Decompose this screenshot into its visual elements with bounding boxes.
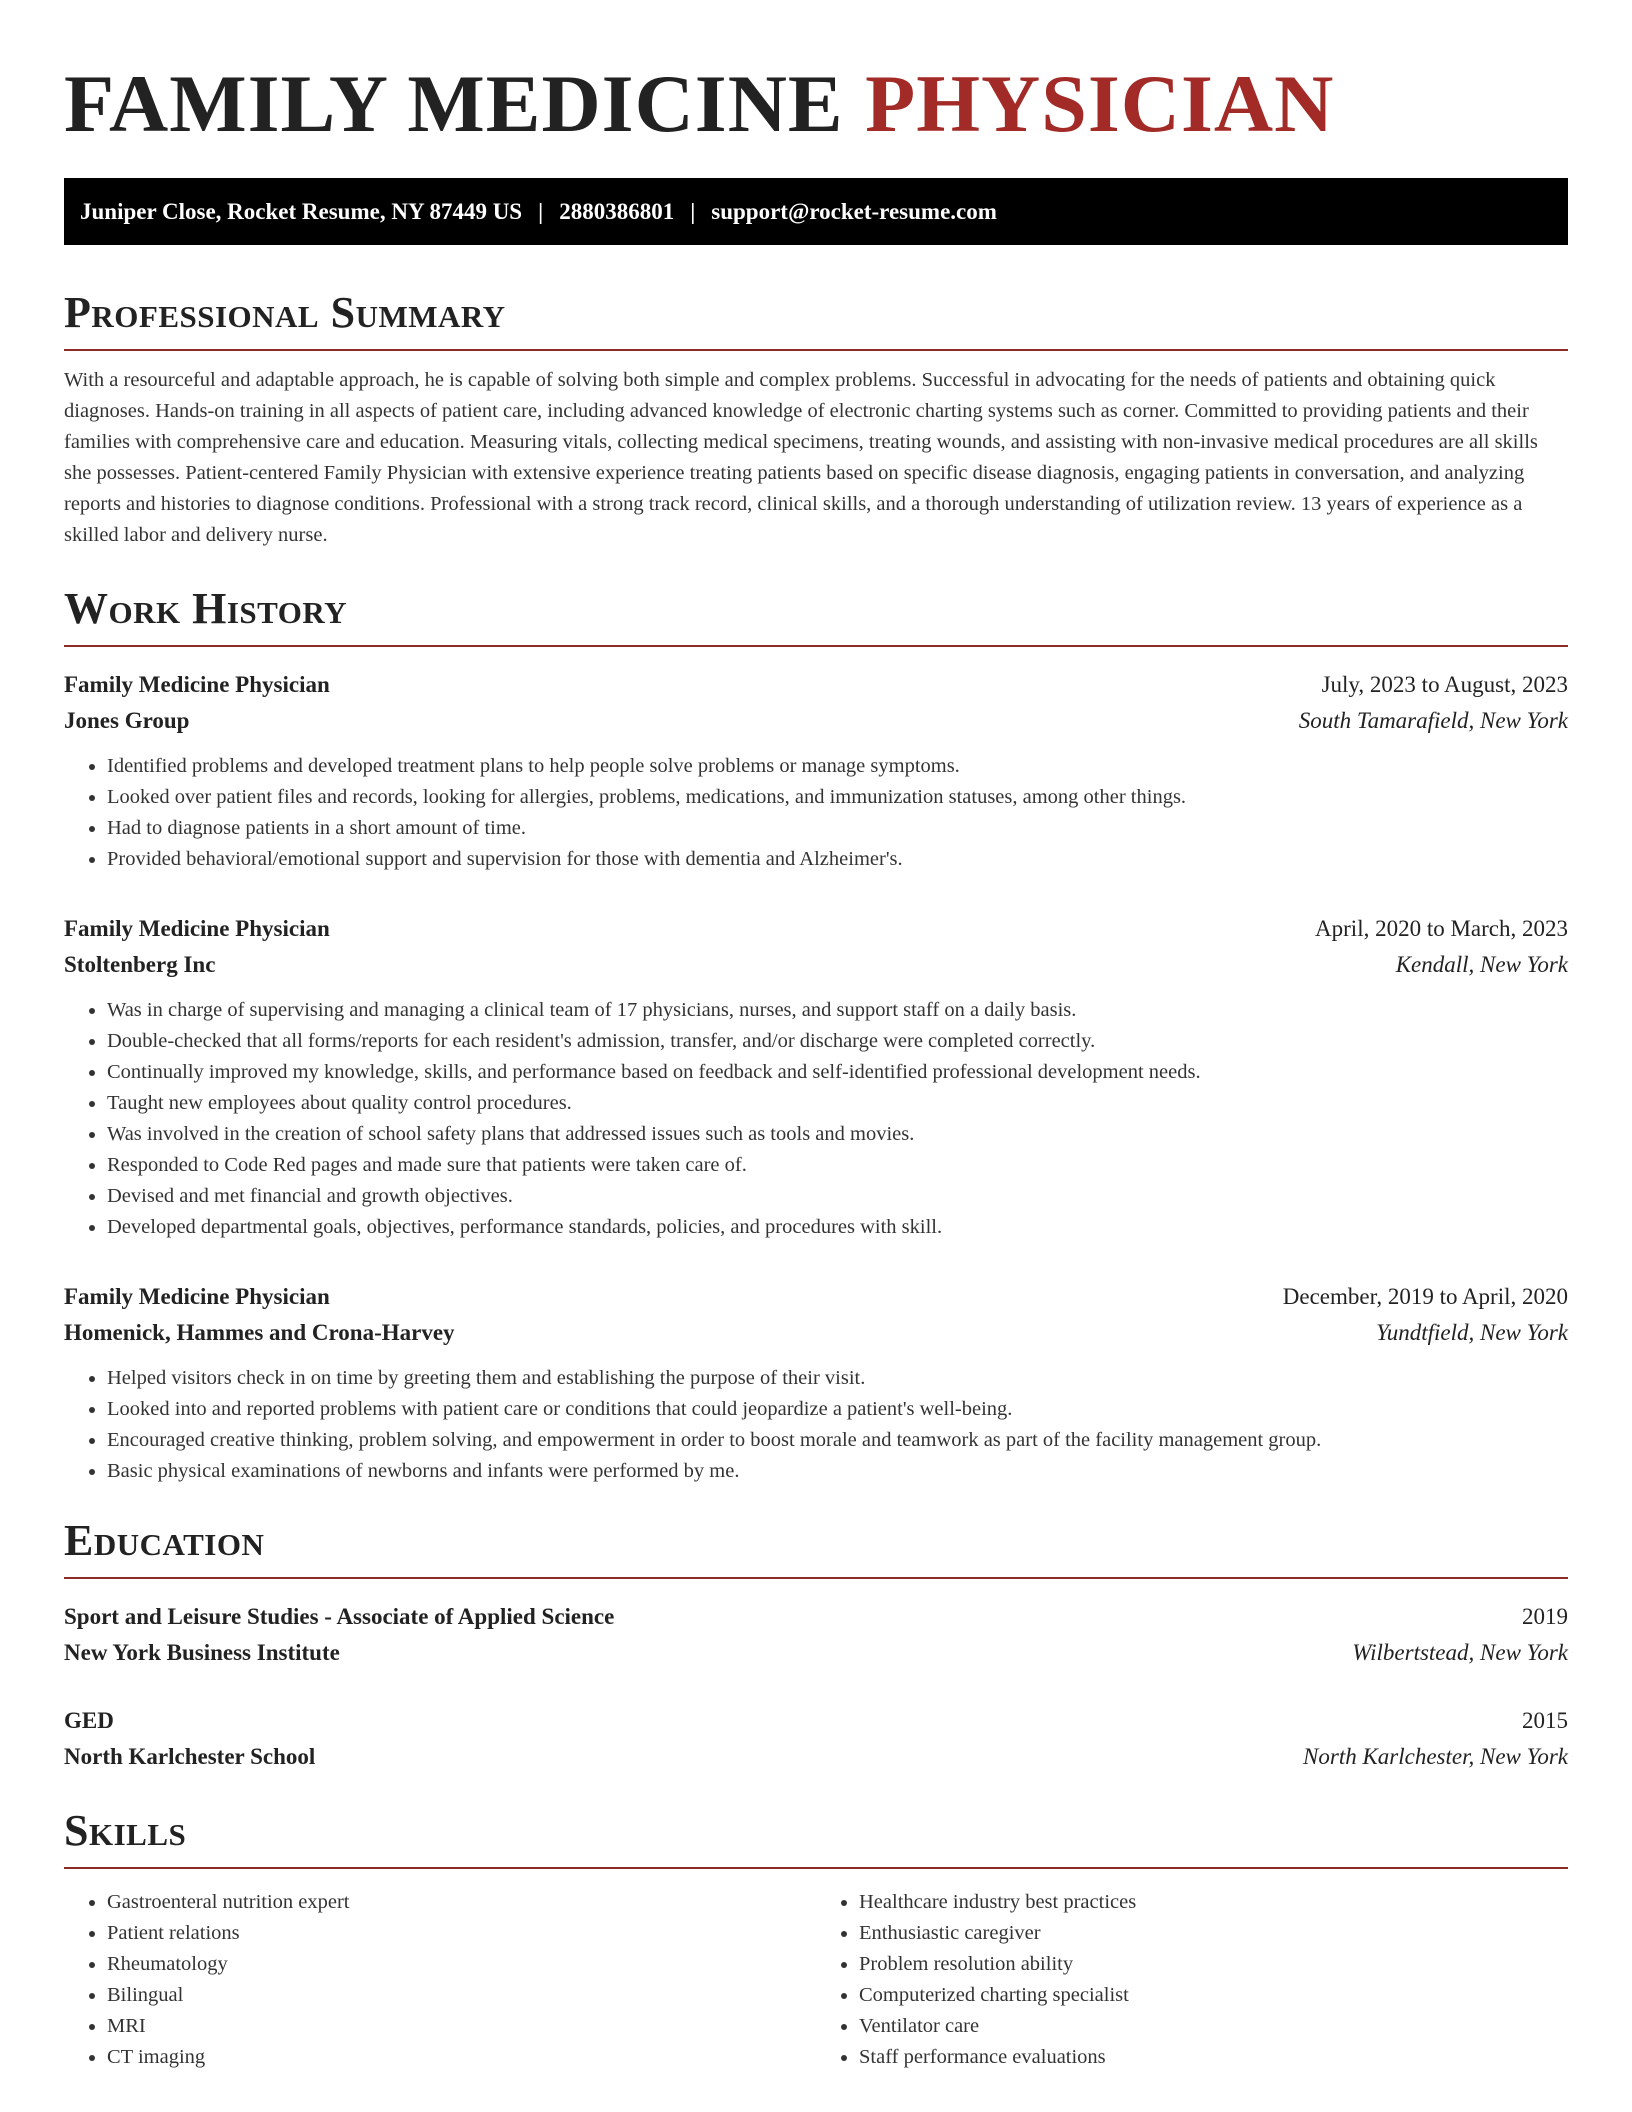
education-header-row [64, 1599, 1568, 1635]
education-school-row [64, 1635, 1568, 1671]
skill-item: • Computerized charting specialist [859, 1980, 1568, 2011]
job-title: Family Medicine Physician [64, 916, 330, 941]
job-company: Homenick, Hammes and Crona-Harvey [64, 1320, 455, 1345]
job-header-row [64, 667, 1568, 703]
skills-columns [64, 1887, 1568, 2073]
job-entry [64, 667, 1568, 875]
contact-separator: | [690, 198, 696, 224]
job-title: Family Medicine Physician [64, 672, 330, 697]
skills-list-right [816, 1887, 1568, 2073]
section-divider [64, 1867, 1568, 1869]
skill-item: • CT imaging [107, 2042, 816, 2073]
name-main: FAMILY MEDICINE [64, 58, 844, 149]
job-header-row [64, 911, 1568, 947]
skill-item: • Enthusiastic caregiver [859, 1918, 1568, 1949]
education-entry [64, 1599, 1568, 1671]
education-school: North Karlchester School [64, 1744, 316, 1769]
skill-item: • Patient relations [107, 1918, 816, 1949]
job-bullet: • Was involved in the creation of school safety plans that addressed issues such as tools and movies. [107, 1119, 1568, 1150]
contact-separator: | [538, 198, 544, 224]
summary-text: With a resourceful and adaptable approach, he is capable of solving both simple and complex problems. Successful in advocating for the needs of patients and obtaining quick diagnoses. Hands-on training in all aspects of patient care, including advanced knowledge of electronic charting systems such as corner. Committed to providing patients and their families with comprehensive care and education. Measuring vitals, collecting medical specimens, treating wounds, and assisting with non-invasive medical procedures are all skills she possesses. Patient-centered Family Physician with extensive experience treating patients based on specific disease diagnosis, engaging patients in conversation, and analyzing reports and histories to diagnose conditions. Professional with a strong track record, clinical skills, and a thorough understanding of utilization review. 13 years of experience as a skilled labor and delivery nurse. [64, 369, 1538, 546]
skill-item: • Healthcare industry best practices [859, 1887, 1568, 1918]
job-title: Family Medicine Physician [64, 1284, 330, 1309]
job-bullet: • Developed departmental goals, objectives, performance standards, policies, and procedures with skill. [107, 1212, 1568, 1243]
skill-item: • Staff performance evaluations [859, 2042, 1568, 2073]
education-header-row [64, 1703, 1568, 1739]
job-bullets [64, 995, 1568, 1243]
education-location: North Karlchester, New York [1303, 1744, 1568, 1769]
job-company: Jones Group [64, 708, 190, 733]
job-bullet: • Had to diagnose patients in a short amount of time. [107, 813, 1568, 844]
resume-name-heading [64, 56, 1568, 152]
education-year: 2015 [1522, 1708, 1568, 1733]
skill-item: • Gastroenteral nutrition expert [107, 1887, 816, 1918]
job-location: South Tamarafield, New York [1298, 708, 1568, 733]
job-bullet: • Basic physical examinations of newborns and infants were performed by me. [107, 1456, 1568, 1487]
education-degree: GED [64, 1708, 114, 1733]
job-bullet: • Taught new employees about quality control procedures. [107, 1088, 1568, 1119]
work-history-section [64, 583, 1568, 1487]
job-bullet: • Helped visitors check in on time by greeting them and establishing the purpose of their visit. [107, 1363, 1568, 1394]
section-divider [64, 1577, 1568, 1579]
job-location: Yundtfield, New York [1376, 1320, 1568, 1345]
job-bullet: • Looked into and reported problems with patient care or conditions that could jeopardize a patient's well-being. [107, 1394, 1568, 1425]
job-dates: December, 2019 to April, 2020 [1282, 1284, 1568, 1309]
job-bullet: • Continually improved my knowledge, skills, and performance based on feedback and self-identified professional development needs. [107, 1057, 1568, 1088]
education-year: 2019 [1522, 1604, 1568, 1629]
job-entry [64, 1279, 1568, 1487]
job-location: Kendall, New York [1395, 952, 1568, 977]
contact-phone: 2880386801 [559, 198, 675, 224]
job-bullet: • Encouraged creative thinking, problem solving, and empowerment in order to boost morale and teamwork as part of the facility management group. [107, 1425, 1568, 1456]
job-bullet: • Responded to Code Red pages and made sure that patients were taken care of. [107, 1150, 1568, 1181]
skill-item: • Ventilator care [859, 2011, 1568, 2042]
section-divider [64, 645, 1568, 647]
job-bullet: • Was in charge of supervising and managing a clinical team of 17 physicians, nurses, and support staff on a daily basis. [107, 995, 1568, 1026]
job-company-row [64, 1315, 1568, 1351]
education-school-row [64, 1739, 1568, 1775]
name-accent: PHYSICIAN [865, 58, 1335, 149]
job-entry [64, 911, 1568, 1243]
job-company: Stoltenberg Inc [64, 952, 216, 977]
education-location: Wilbertstead, New York [1352, 1640, 1568, 1665]
skills-title: Skills [64, 1806, 187, 1855]
job-bullet: • Provided behavioral/emotional support and supervision for those with dementia and Alzheimer's. [107, 844, 1568, 875]
skills-section [64, 1805, 1568, 2073]
job-dates: April, 2020 to March, 2023 [1315, 916, 1568, 941]
skill-item: • Problem resolution ability [859, 1949, 1568, 1980]
job-bullets [64, 1363, 1568, 1487]
job-bullet: • Double-checked that all forms/reports for each resident's admission, transfer, and/or discharge were completed correctly. [107, 1026, 1568, 1057]
job-bullet: • Identified problems and developed treatment plans to help people solve problems or manage symptoms. [107, 751, 1568, 782]
skill-item: • MRI [107, 2011, 816, 2042]
section-divider [64, 349, 1568, 351]
job-company-row [64, 703, 1568, 739]
job-company-row [64, 947, 1568, 983]
education-title: Education [64, 1516, 265, 1565]
job-header-row [64, 1279, 1568, 1315]
skill-item: • Rheumatology [107, 1949, 816, 1980]
education-entry [64, 1703, 1568, 1775]
education-degree: Sport and Leisure Studies - Associate of Applied Science [64, 1604, 615, 1629]
work-history-title: Work History [64, 584, 348, 633]
education-school: New York Business Institute [64, 1640, 340, 1665]
job-bullet: • Devised and met financial and growth objectives. [107, 1181, 1568, 1212]
contact-bar [64, 178, 1568, 245]
contact-address: Juniper Close, Rocket Resume, NY 87449 US [80, 198, 523, 224]
job-dates: July, 2023 to August, 2023 [1321, 672, 1568, 697]
job-bullet: • Looked over patient files and records, looking for allergies, problems, medications, and immunization statuses, among other things. [107, 782, 1568, 813]
job-bullets [64, 751, 1568, 875]
summary-title: Professional Summary [64, 288, 506, 337]
skill-item: • Bilingual [107, 1980, 816, 2011]
education-section [64, 1515, 1568, 1775]
skills-list-left [64, 1887, 816, 2073]
summary-section [64, 287, 1568, 551]
contact-email: support@rocket-resume.com [711, 198, 997, 224]
